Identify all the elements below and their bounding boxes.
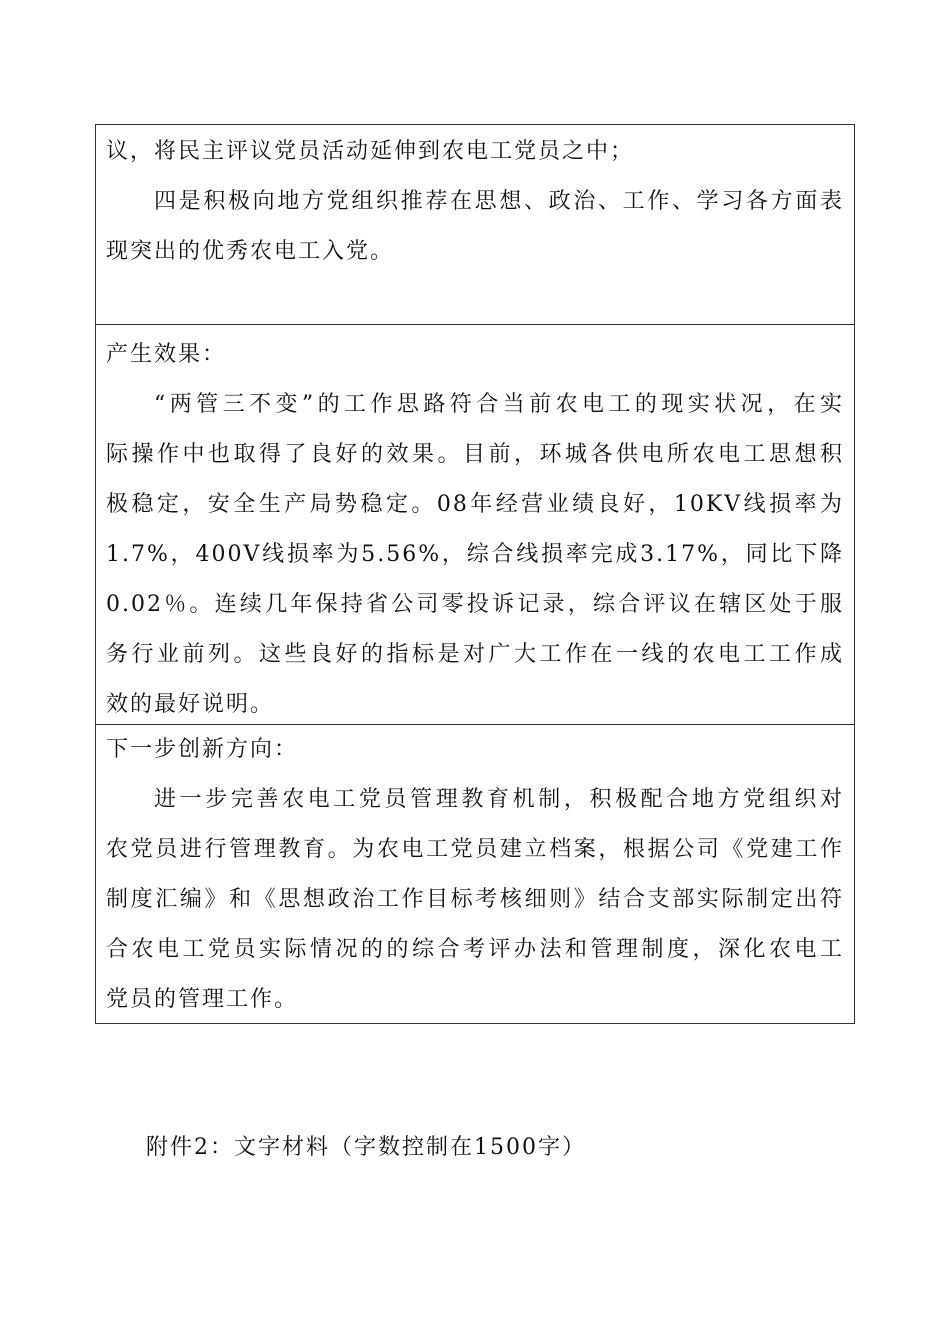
table-cell-next-steps — [96, 725, 854, 1023]
paragraph-line: 四是积极向地方党组织推荐在思想、政治、工作、学习各方面表 — [154, 189, 844, 214]
section-heading-next-steps: 下一步创新方向： — [106, 737, 299, 762]
paragraph-line: 极稳定，安全生产局势稳定。08年经营业绩良好，10KV线损率为 — [106, 492, 844, 517]
section-heading-effects: 产生效果： — [106, 342, 227, 367]
paragraph-line: 议，将民主评议党员活动延伸到农电工党员之中； — [106, 139, 635, 164]
paragraph-line: 效的最好说明。 — [106, 692, 275, 717]
document-table — [95, 124, 855, 1024]
paragraph-line: 党员的管理工作。 — [106, 987, 299, 1012]
paragraph-line: “两管三不变”的工作思路符合当前农电工的现实状况，在实 — [154, 392, 844, 417]
paragraph-line: 0.02％。连续几年保持省公司零投诉记录，综合评议在辖区处于服 — [106, 592, 844, 617]
attachment-note: 附件2：文字材料（字数控制在1500字） — [146, 1135, 586, 1160]
table-cell-effects — [96, 325, 854, 725]
paragraph-line: 制度汇编》和《思想政治工作目标考核细则》结合支部实际制定出符 — [106, 887, 844, 912]
paragraph-line: 现突出的优秀农电工入党。 — [106, 239, 395, 264]
paragraph-line: 1.7%，400V线损率为5.56%，综合线损率完成3.17%，同比下降 — [106, 542, 844, 567]
paragraph-line: 农党员进行管理教育。为农电工党员建立档案，根据公司《党建工作 — [106, 837, 844, 862]
paragraph-line: 际操作中也取得了良好的效果。目前，环城各供电所农电工思想积 — [106, 442, 844, 467]
paragraph-line: 合农电工党员实际情况的的综合考评办法和管理制度，深化农电工 — [106, 937, 844, 962]
paragraph-line: 务行业前列。这些良好的指标是对广大工作在一线的农电工工作成 — [106, 642, 844, 667]
paragraph-line: 进一步完善农电工党员管理教育机制，积极配合地方党组织对 — [154, 787, 844, 812]
table-cell-measures — [96, 125, 854, 325]
